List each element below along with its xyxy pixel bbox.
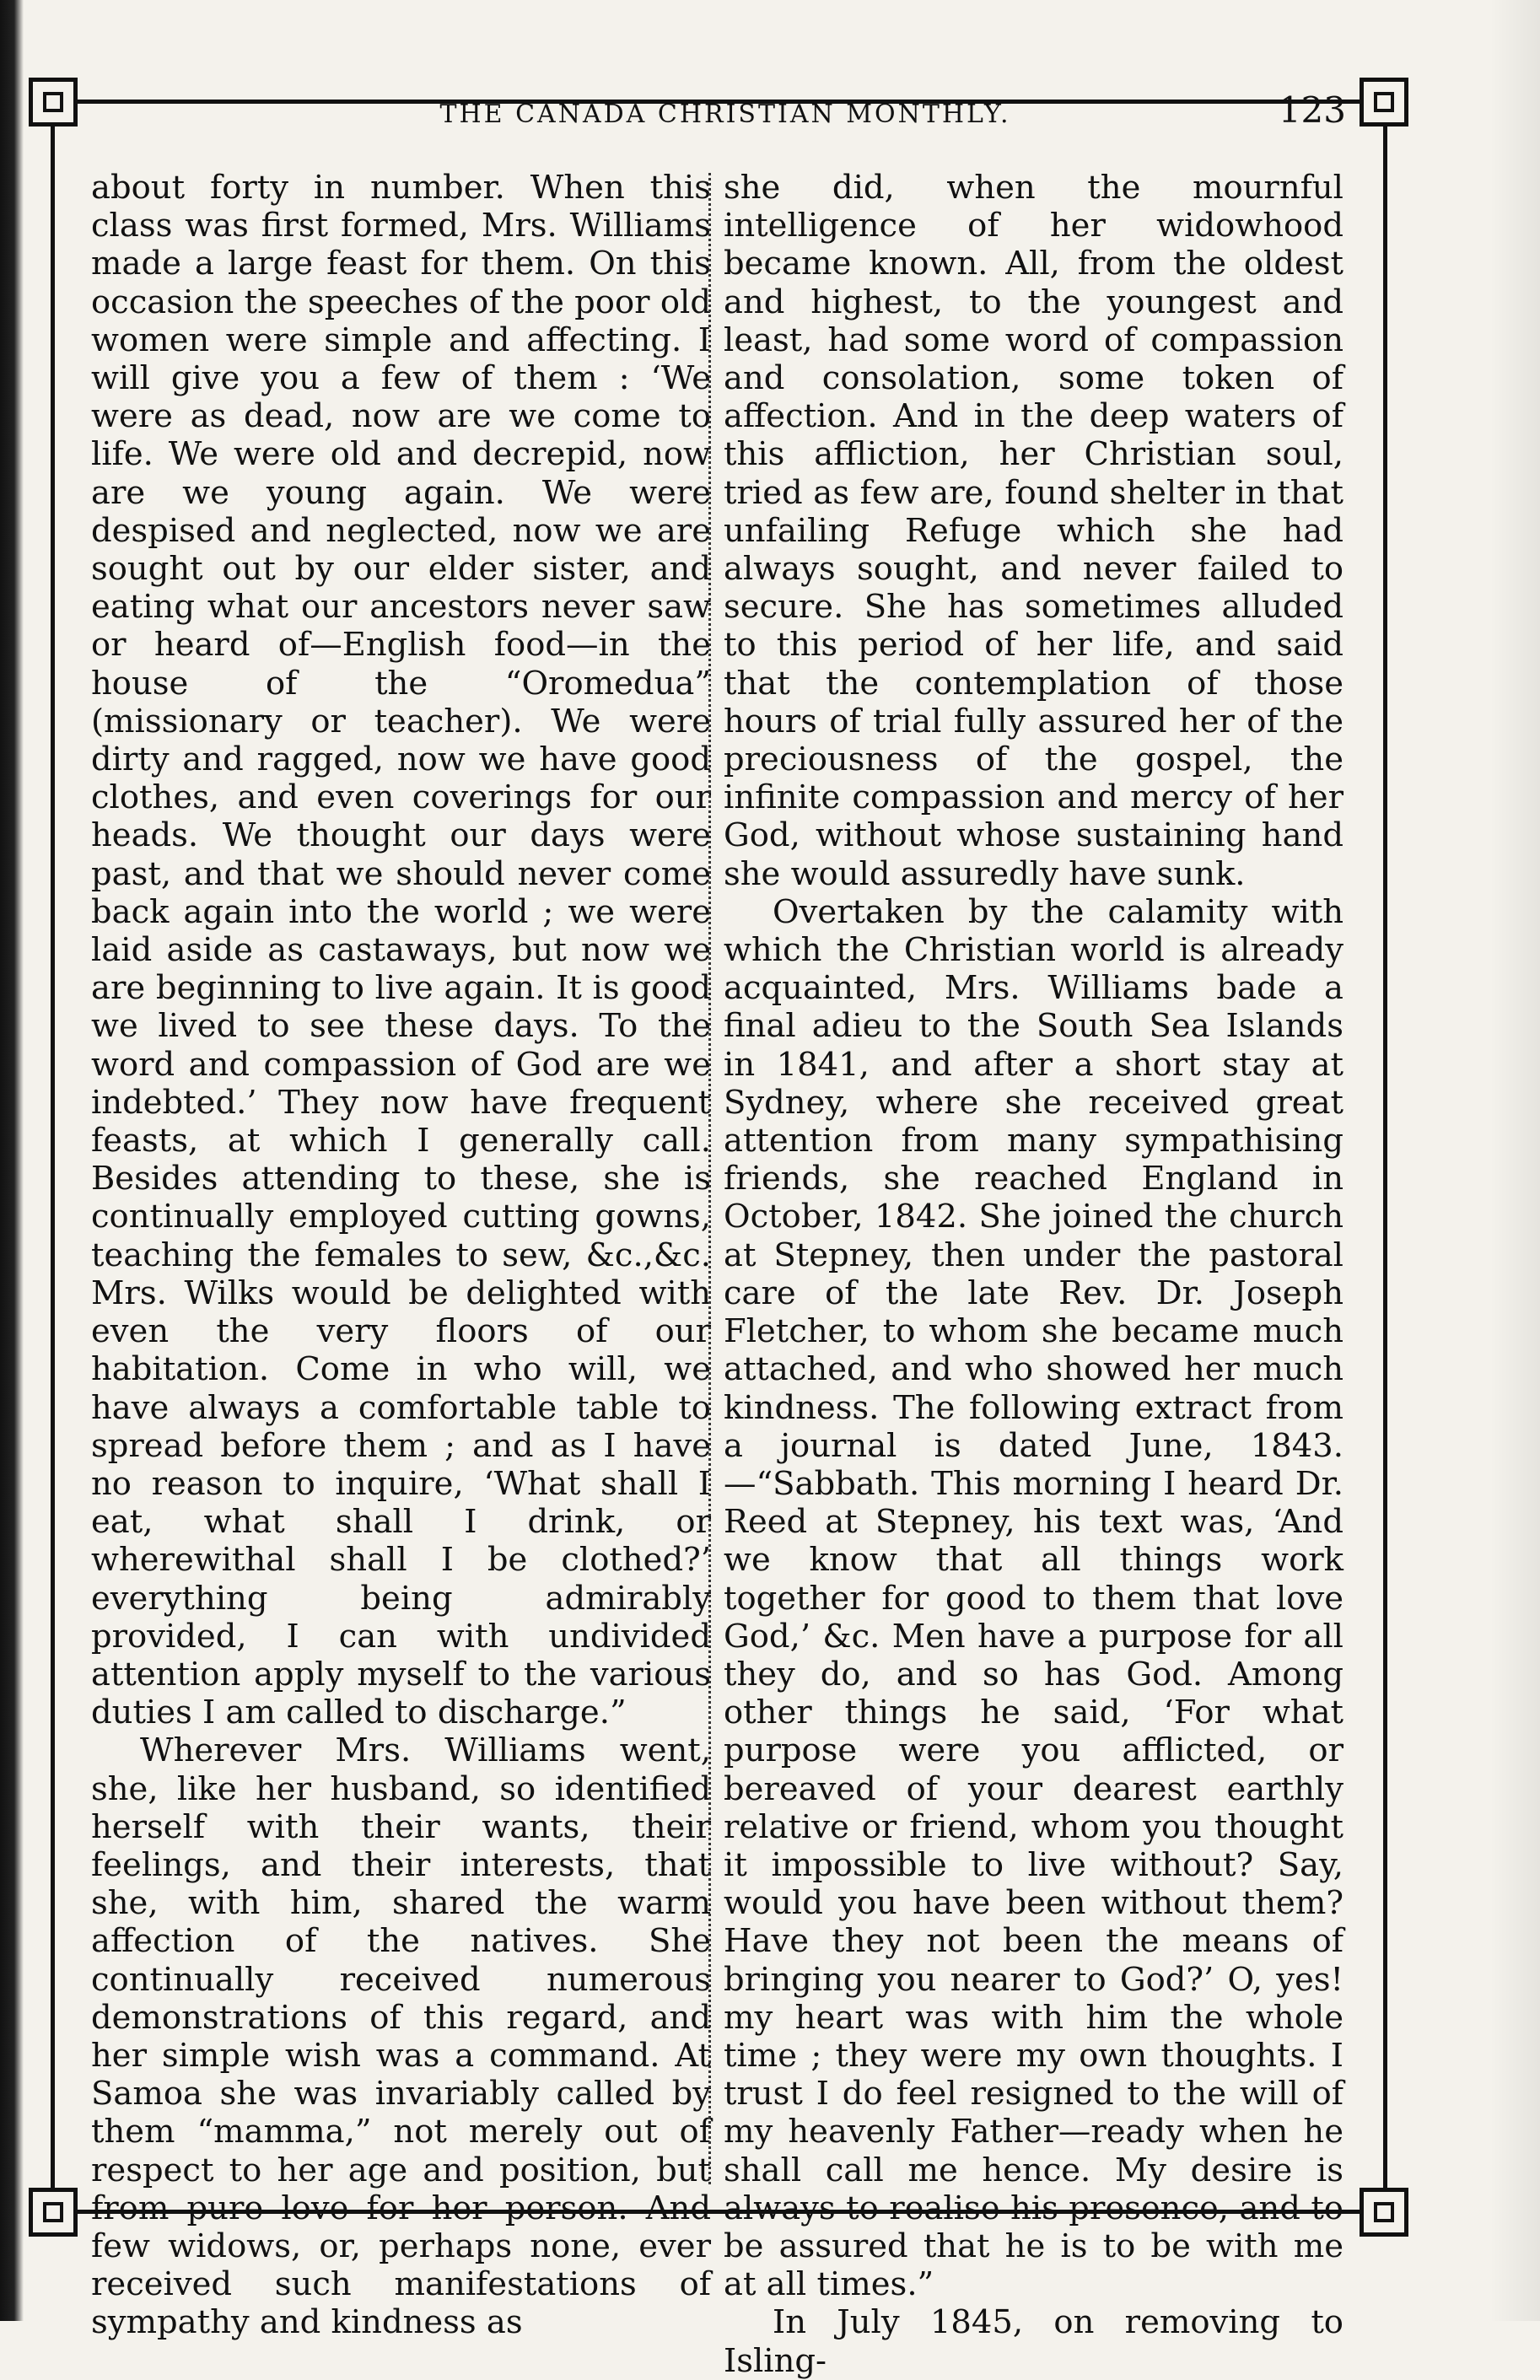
right-column — [724, 169, 1343, 2380]
left-paragraph-1: about forty in number. When this class was first formed, Mrs. Williams made a large feast for them. On this occasion the speeches of the poor old women were simple and affecting. I will give you a few of them : ‘We were as dead, now are we come to life. We were old and decrepid, now are we young again. We were despised and neglected, now we are sought out by our elder sister, and eating what our ancestors never saw or heard of—English food—in the house of the “Oromedua” (missionary or teacher). We were dirty and ragged, now we have good clothes, and even coverings for our heads. We thought our days were past, and that we should never come back again into the world ; we were laid aside as castaways, but now we are beginning to live again. It is good we lived to see these days. To the word and compassion of God are we indebted.’ They now have frequent feasts, at which I generally call. Besides attending to these, she is continually employed cutting gowns, teaching the females to sew, &c.,&c. Mrs. Wilks would be delighted with even the very floors of our habitation. Come in who will, we have always a comfortable table to spread before them ; and as I have no reason to inquire, ‘What shall I eat, what shall I drink, or wherewithal shall I be clothed?’ everything being admirably provided, I can with undivided attention apply myself to the various duties I am called to discharge.” — [91, 169, 711, 1732]
left-column — [91, 169, 711, 2342]
scan-edge-left — [0, 0, 24, 2321]
corner-ornament-top-right — [1360, 78, 1408, 127]
running-title: THE CANADA CHRISTIAN MONTHLY. — [439, 100, 1011, 129]
frame-left-rule — [51, 84, 55, 2227]
left-paragraph-2: Wherever Mrs. Williams went, she, like her husband, so identified herself with their wants, their feelings, and their interests, that she, with him, shared the warm affection of the natives. She continually received numerous demonstrations of this regard, and her simple wish was a command. At Samoa she was invariably called by them “mamma,” not merely out of respect to her age and position, but from pure love for her person. And few widows, or, perhaps none, ever received such manifestations of sympathy and kindness as — [91, 1731, 711, 2342]
page-header — [93, 84, 1358, 135]
scan-edge-right — [1489, 0, 1540, 2321]
right-paragraph-2: Overtaken by the calamity with which the Christian world is already acquainted, Mrs. Williams bade a final adieu to the South Sea Islands in 1841, and after a short stay at Sydney, where she received great attention from many sympathising friends, she reached England in October, 1842. She joined the church at Stepney, then under the pastoral care of the late Rev. Dr. Joseph Fletcher, to whom she became much attached, and who showed her much kindness. The following extract from a journal is dated June, 1843.—“Sabbath. This morning I heard Dr. Reed at Stepney, his text was, ‘And we know that all things work together for good to them that love God,’ &c. Men have a purpose for all they do, and so has God. Among other things he said, ‘For what purpose were you afflicted, or bereaved of your dearest earthly relative or friend, whom you thought it impossible to live without? Say, would you have been without them? Have they not been the means of bringing you nearer to God?’ O, yes! my heart was with him the whole time ; they were my own thoughts. I trust I do feel resigned to the will of my heavenly Father—ready when he shall call me hence. My desire is always to realise his presence, and to be assured that he is to be with me at all times.” — [724, 892, 1343, 2304]
page-number: 123 — [1278, 89, 1346, 131]
column-divider — [708, 173, 711, 2184]
frame-right-rule — [1383, 84, 1387, 2227]
corner-ornament-bottom-right — [1360, 2188, 1408, 2237]
right-paragraph-1: she did, when the mournful intelligence of her widowhood became known. All, from the oldest and highest, to the youngest and least, had some word of compassion and consolation, some token of affection. And in the deep waters of this affliction, her Christian soul, tried as few are, found shelter in that unfailing Refuge which she had always sought, and never failed to secure. She has sometimes alluded to this period of her life, and said that the contemplation of those hours of trial fully assured her of the preciousness of the gospel, the infinite compassion and mercy of her God, without whose sustaining hand she would assuredly have sunk. — [724, 169, 1343, 893]
corner-ornament-bottom-left — [29, 2188, 78, 2237]
corner-ornament-top-left — [29, 78, 78, 127]
right-paragraph-3: In July 1845, on removing to Isling- — [724, 2303, 1343, 2380]
